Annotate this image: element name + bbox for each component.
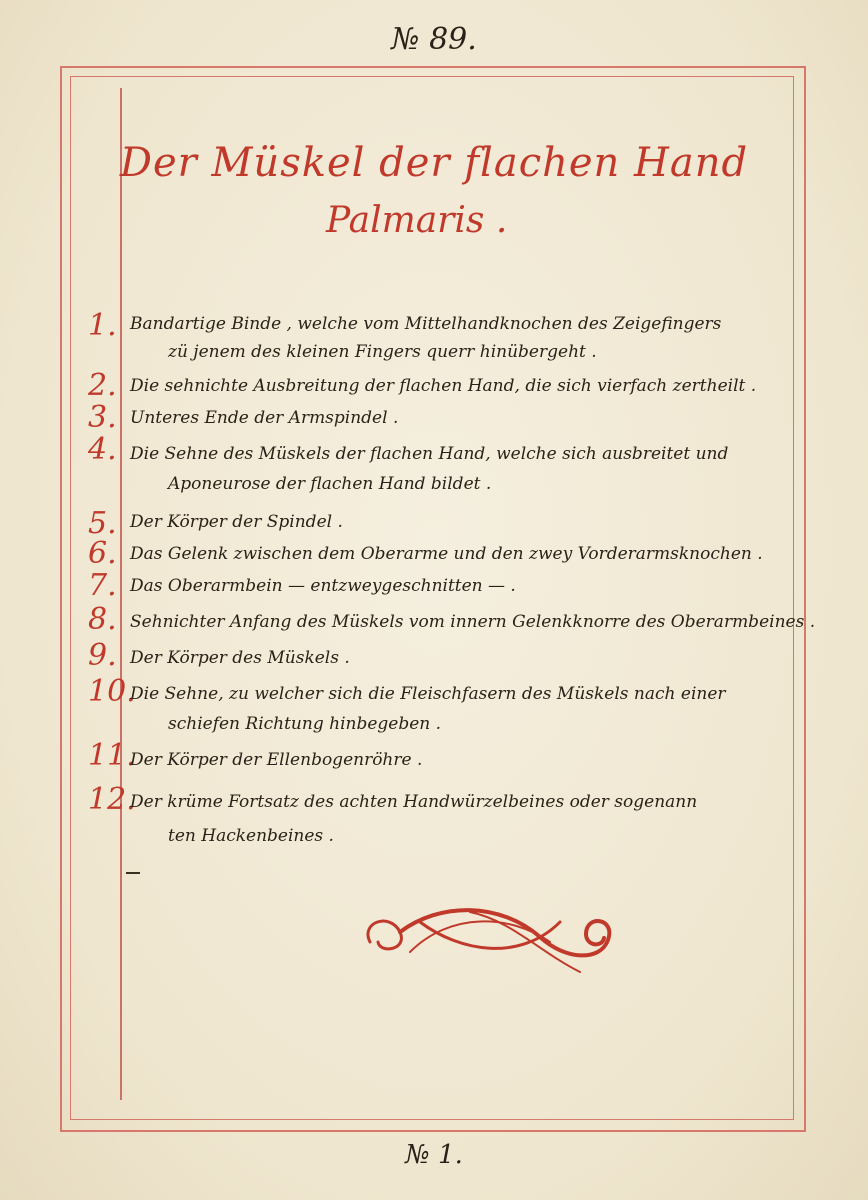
- page-title: Der Müskel der flachen Hand: [119, 140, 749, 186]
- entry-number: 3.: [88, 400, 117, 435]
- entry-text-continued: ten Hackenbeines .: [168, 826, 334, 846]
- entry-text: Die sehnichte Ausbreitung der flachen Hand, die sich vierfach zertheilt .: [130, 376, 757, 396]
- entry-text: Unteres Ende der Armspindel .: [130, 408, 399, 428]
- entry-number: 9.: [88, 638, 117, 673]
- pen-stroke: [126, 872, 140, 874]
- entry-text: Der Körper der Spindel .: [130, 512, 343, 532]
- footer-mark: № 1.: [405, 1140, 463, 1170]
- entry-text-continued: Aponeurose der flachen Hand bildet .: [168, 474, 492, 494]
- entry-number: 1.: [88, 308, 117, 343]
- calligraphic-flourish: [350, 892, 630, 982]
- entry-text: Das Gelenk zwischen dem Oberarme und den zwey Vorderarmsknochen .: [130, 544, 763, 564]
- entry-number: 2.: [88, 368, 117, 403]
- entry-number: 11.: [88, 738, 136, 773]
- entry-text: Bandartige Binde , welche vom Mittelhandknochen des Zeigefingers: [130, 314, 722, 334]
- page-number: № 89.: [391, 22, 477, 57]
- entry-text: Die Sehne, zu welcher sich die Fleischfasern des Müskels nach einer: [130, 684, 726, 704]
- entry-number: 10.: [88, 674, 136, 709]
- entry-number: 12.: [88, 782, 136, 817]
- entry-number: 4.: [88, 432, 117, 467]
- entry-text: Der Körper des Müskels .: [130, 648, 350, 668]
- page-subtitle: Palmaris .: [326, 200, 508, 241]
- entry-text: Die Sehne des Müskels der flachen Hand, welche sich ausbreitet und: [130, 444, 729, 464]
- entry-text: Der krüme Fortsatz des achten Handwürzelbeines oder sogenann: [130, 792, 698, 812]
- entry-number: 6.: [88, 536, 117, 571]
- entry-text-continued: schiefen Richtung hinbegeben .: [168, 714, 442, 734]
- margin-rule: [120, 88, 122, 1100]
- entry-text-continued: zü jenem des kleinen Fingers querr hinübergeht .: [168, 342, 597, 362]
- entry-text: Das Oberarmbein — entzweygeschnitten — .: [130, 576, 516, 596]
- entry-number: 7.: [88, 568, 117, 603]
- entry-number: 8.: [88, 602, 117, 637]
- entry-text: Sehnichter Anfang des Müskels vom innern Gelenkknorre des Oberarmbeines .: [130, 612, 816, 632]
- entry-number: 5.: [88, 506, 117, 541]
- entry-text: Der Körper der Ellenbogenröhre .: [130, 750, 423, 770]
